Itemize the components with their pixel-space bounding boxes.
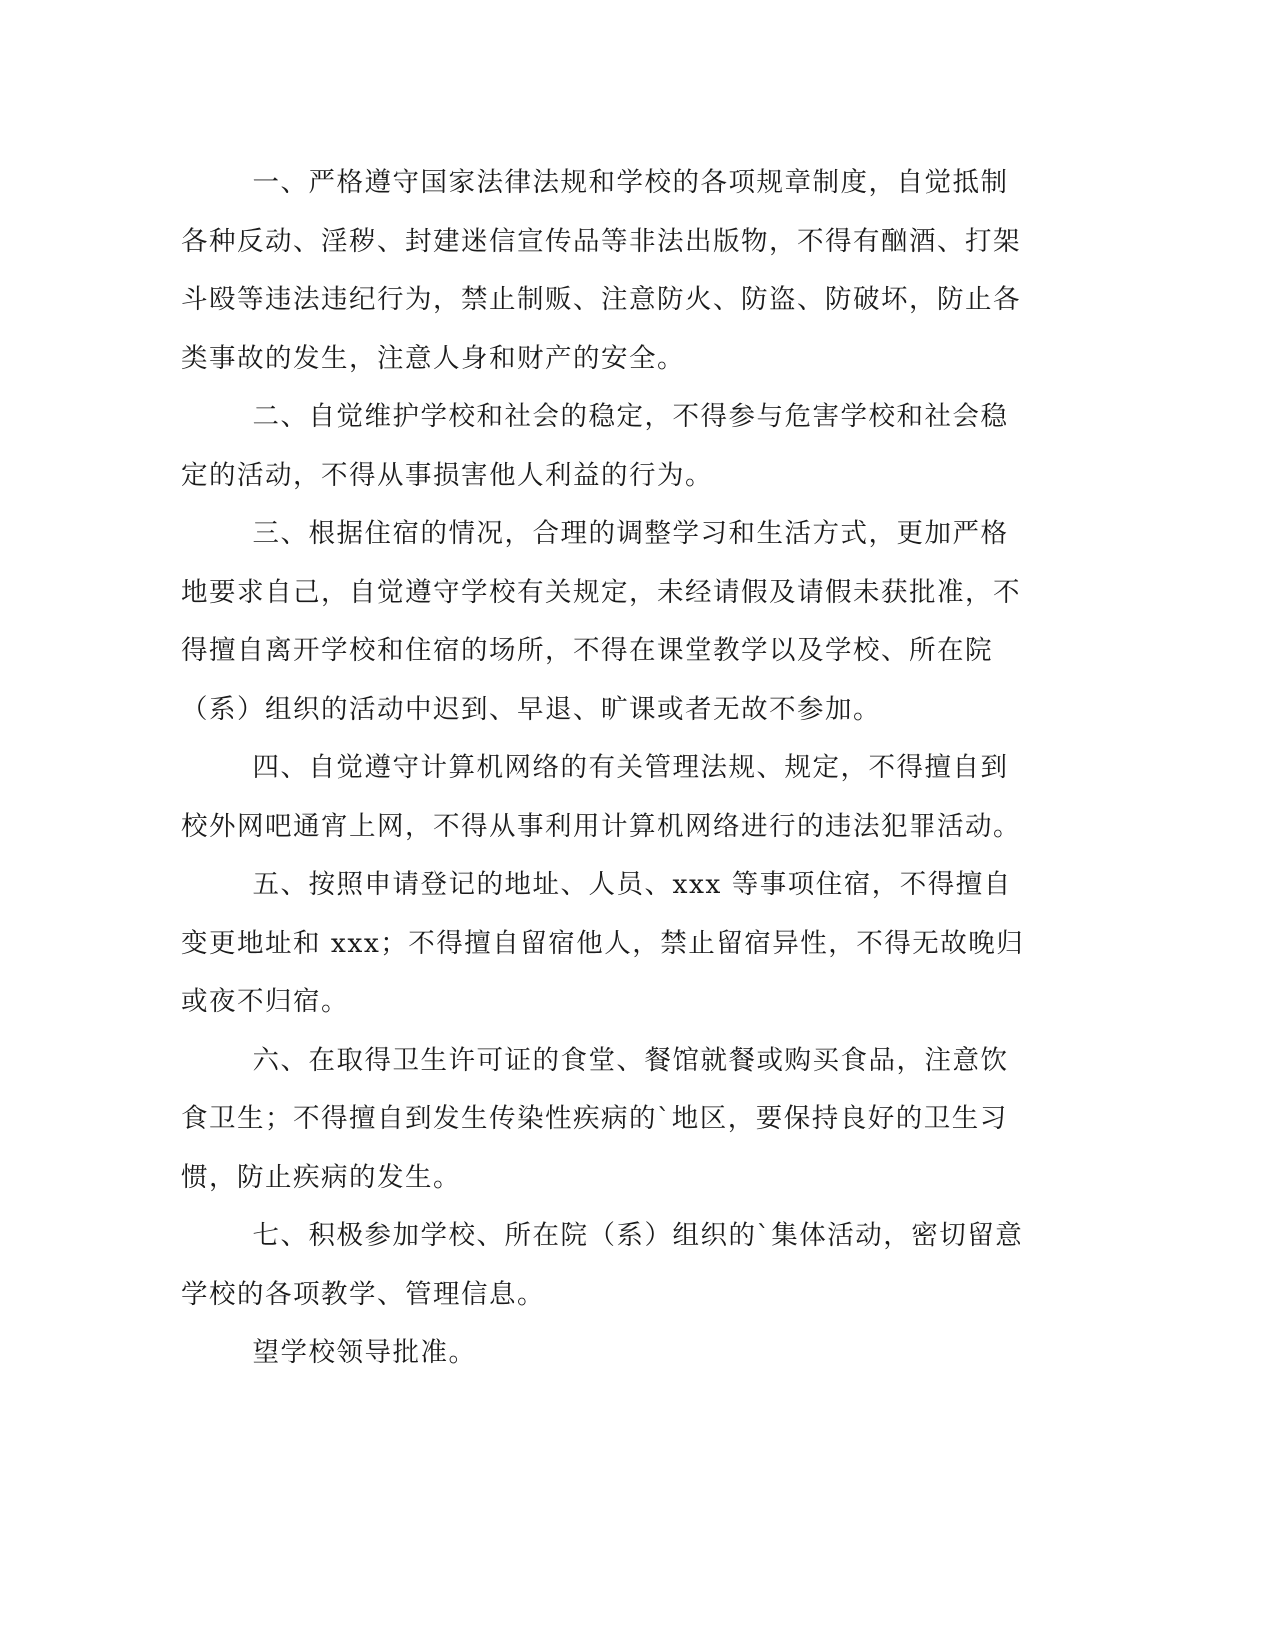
paragraph-5: 五、按照申请登记的地址、人员、xxx 等事项住宿，不得擅自变更地址和 xxx；不得擅自留宿他人，禁止留宿异性，不得无故晚归或夜不归宿。 [181, 869, 1025, 1017]
paragraph-6: 六、在取得卫生许可证的食堂、餐馆就餐或购买食品，注意饮食卫生；不得擅自到发生传染性疾病的`地区，要保持良好的卫生习惯，防止疾病的发生。 [181, 1044, 1009, 1193]
paragraph-7: 七、积极参加学校、所在院（系）组织的`集体活动，密切留意学校的各项教学、管理信息。 [181, 1220, 1024, 1310]
paragraph-4: 四、自觉遵守计算机网络的有关管理法规、规定，不得擅自到校外网吧通宵上网，不得从事利用计算机网络进行的违法犯罪活动。 [181, 752, 1021, 842]
paragraph-3: 三、根据住宿的情况，合理的调整学习和生活方式，更加严格地要求自己，自觉遵守学校有关规定，未经请假及请假未获批准，不得擅自离开学校和住宿的场所，不得在课堂教学以及学校、所在院（系）组织的活动中迟到、早退、旷课或者无故不参加。 [181, 518, 1021, 725]
paragraph-2: 二、自觉维护学校和社会的稳定，不得参与危害学校和社会稳定的活动，不得从事损害他人利益的行为。 [181, 401, 1009, 491]
closing-line: 望学校领导批准。 [252, 1337, 477, 1368]
paragraph-1: 一、严格遵守国家法律法规和学校的各项规章制度，自觉抵制各种反动、淫秽、封建迷信宣传品等非法出版物，不得有酗酒、打架斗殴等违法违纪行为，禁止制贩、注意防火、防盗、防破坏，防止各类事故的发生，注意人身和财产的安全。 [181, 167, 1021, 374]
document-body [181, 154, 1033, 1383]
